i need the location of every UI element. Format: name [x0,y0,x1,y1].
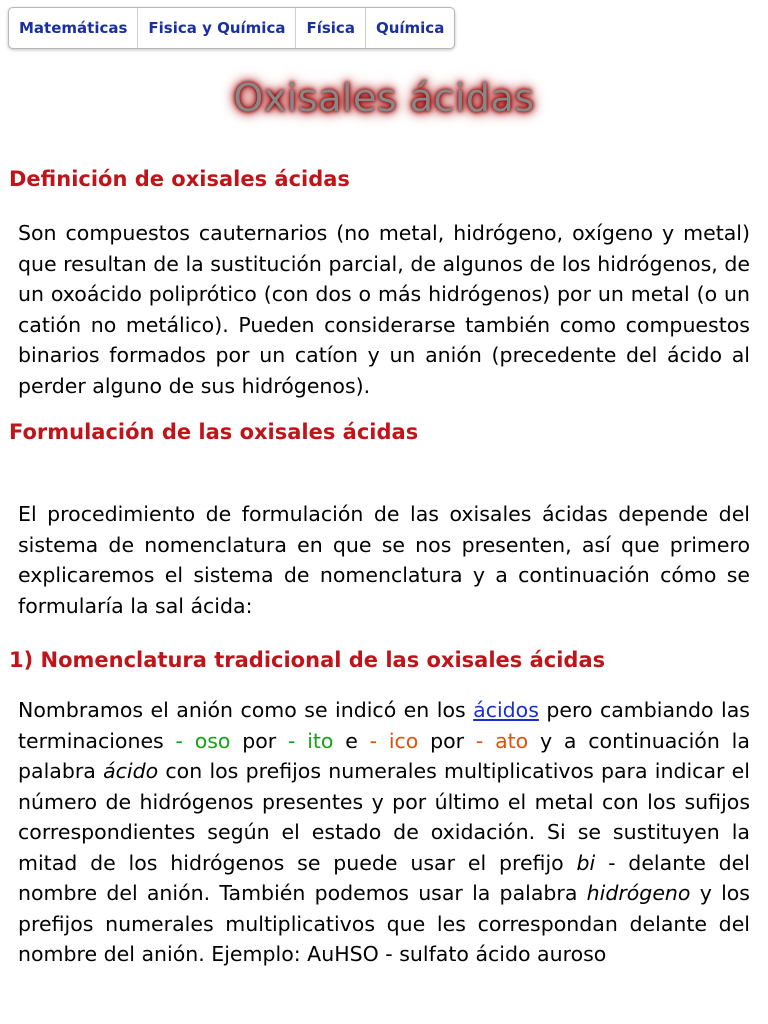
heading-nomenclatura-tradicional: 1) Nomenclatura tradicional de las oxisales ácidas [9,648,606,672]
heading-formulacion: Formulación de las oxisales ácidas [9,420,419,444]
text-run: Nombramos el anión como se indicó en los [18,698,466,722]
acidos-link[interactable]: ácidos [473,698,539,722]
nav-quimica[interactable]: Química [375,19,445,37]
page-title: Oxisales ácidas [233,76,535,120]
text-run: y a continuación la palabra [18,728,750,783]
word-bi: bi [576,850,596,875]
paragraph-nomenclatura-tradicional [0,695,768,970]
nav-fisica-y-quimica[interactable]: Fisica y Química [138,8,296,48]
heading-definicion: Definición de oxisales ácidas [9,167,350,191]
paragraph-formulacion: El procedimiento de formulación de las oxisales ácidas depende del sistema de nomenclatura en que se nos presenten, así que primero explicaremos el sistema de nomenclatura y a continuación cómo se formularía la sal ácida: [18,502,750,618]
text-run: - sulfato ácido auroso [378,942,607,966]
text-run: pero cambiando las terminaciones [18,698,750,753]
suffix-oso: - oso [175,728,231,753]
nav-matematicas[interactable]: Matemáticas [9,8,138,48]
text-run: e [345,728,358,753]
word-hidrogeno: hidrógeno [586,881,691,905]
text-run: con los prefijos numerales multiplicativos para indicar el número de hidrógenos presentes y por último el metal con los sufijos correspondientes según el estado de oxidación. Si se sustituyen la mitad de los hidrógenos se puede usar el prefijo [18,759,750,875]
nav-fisica[interactable]: Física [296,8,365,48]
text-run: y los prefijos numerales multiplicativos que les correspondan delante del nombre del anión. Ejemplo: AuHSO [18,881,750,966]
suffix-ato: - ato [475,728,529,753]
paragraph-definicion: Son compuestos cauternarios (no metal, hidrógeno, oxígeno y metal) que resultan de la sustitución parcial, de algunos de los hidrógenos, de un oxoácido poliprótico (con dos o más hidrógenos) por un metal (o un catión no metálico). Pueden considerarse también como compuestos binarios formados por un catíon y un anión (precedente del ácido al perder alguno de sus hidrógenos). [18,221,750,398]
main-content [0,160,768,970]
text-run: por [430,728,465,753]
suffix-ito: - ito [288,728,334,753]
top-navigation [8,7,455,49]
suffix-ico: - ico [369,728,419,753]
text-run: por [242,728,277,753]
word-acido: ácido [103,759,159,783]
text-run: - delante del nombre del anión. También podemos usar la palabra [18,850,750,905]
